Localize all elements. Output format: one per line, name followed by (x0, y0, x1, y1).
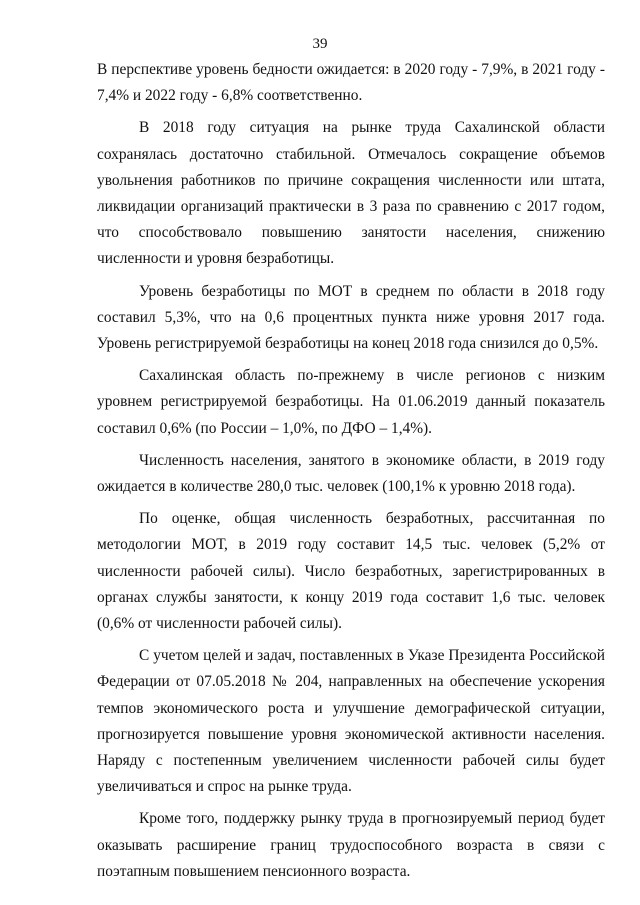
paragraph-poverty-outlook: В перспективе уровень бедности ожидается: в 2020 году - 7,9%, в 2021 году - 7,4% и 2022 году - 6,8% соответственно. (97, 61, 605, 105)
paragraph-employed-population: Численность населения, занятого в экономике области, в 2019 году ожидается в количестве 280,0 тыс. человек (100,1% к уровню 2018 года). (97, 451, 605, 496)
paragraph-labor-market-2018: В 2018 году ситуация на рынке труда Сахалинской области сохранялась достаточно стабильной. Отмечалось сокращение объемов увольнения работников по причине сокращения численности или штата, ликвидации организаций практически в 3 раза по сравнению с 2017 годом, что способствовало повышению занятости населения, снижению численности и уровня безработицы. (97, 119, 605, 268)
paragraph-presidential-decree: С учетом целей и задач, поставленных в Указе Президента Российской Федерации от 07.05.2018 № 204, направленных на обеспечение ускорения темпов экономического роста и улучшение демографической ситуации, прогнозируется повышение уровня экономической активности населения. Наряду с постепенным увеличением численности рабочей силы будет увеличиваться и спрос на рынке труда. (97, 647, 605, 796)
document-body (97, 57, 605, 891)
paragraph-unemployed-estimate: По оценке, общая численность безработных, рассчитанная по методологии МОТ, в 2019 году составит 14,5 тыс. человек (5,2% от численности рабочей силы). Число безработных, зарегистрированных в органах службы занятости, к концу 2019 года составит 1,6 тыс. человек (0,6% от численности рабочей силы). (97, 510, 605, 633)
paragraph-working-age: Кроме того, поддержку рынку труда в прогнозируемый период будет оказывать расширение границ трудоспособного возраста в связи с поэтапным повышением пенсионного возраста. (97, 810, 605, 880)
paragraph-ilo-unemployment: Уровень безработицы по МОТ в среднем по области в 2018 году составил 5,3%, что на 0,6 процентных пункта ниже уровня 2017 года. Уровень регистрируемой безработицы на конец 2018 года снизился до 0,5%. (97, 282, 605, 353)
paragraph-registered-unemployment: Сахалинская область по-прежнему в числе регионов с низким уровнем регистрируемой безработицы. На 01.06.2019 данный показатель составил 0,6% (по России – 1,0%, по ДФО – 1,4%). (97, 367, 605, 437)
page-number: 39 (312, 36, 328, 52)
